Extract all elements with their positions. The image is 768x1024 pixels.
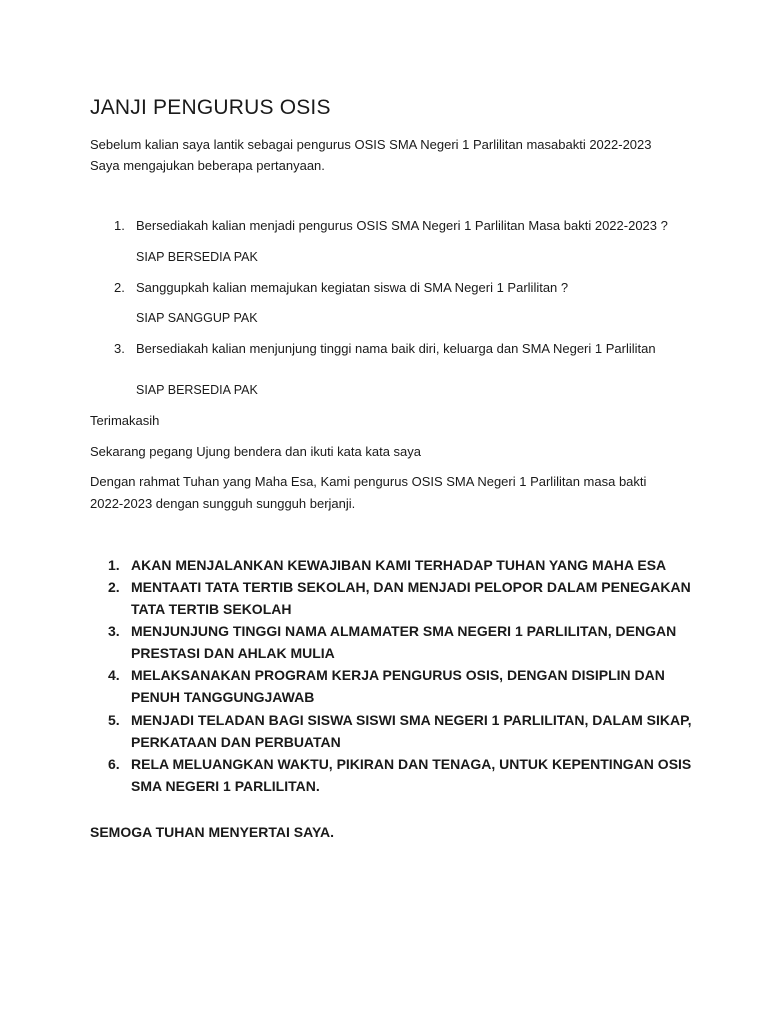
pledge-text: AKAN MENJALANKAN KEWAJIBAN KAMI TERHADAP TUHAN YANG MAHA ESA <box>131 557 667 573</box>
question-answer: SIAP SANGGUP PAK <box>136 311 258 325</box>
pledge-number: 1. <box>108 557 120 573</box>
question-number: 2. <box>114 280 125 295</box>
pledge-number: 3. <box>108 623 120 639</box>
question-text: Bersediakah kalian menjunjung tinggi nama baik diri, keluarga dan SMA Negeri 1 Parlilitan <box>136 341 656 356</box>
closing-text: SEMOGA TUHAN MENYERTAI SAYA. <box>90 824 334 840</box>
intro-line-2: Saya mengajukan beberapa pertanyaan. <box>90 158 325 173</box>
thanks-text: Terimakasih <box>90 413 160 428</box>
pledge-text: MENJADI TELADAN BAGI SISWA SISWI SMA NEGERI 1 PARLILITAN, DALAM SIKAP, PERKATAAN DAN PERBUATAN <box>131 712 692 750</box>
pledge-text: MENJUNJUNG TINGGI NAMA ALMAMATER SMA NEGERI 1 PARLILITAN, DENGAN PRESTASI DAN AHLAK MULIA <box>131 623 677 661</box>
pledge-number: 2. <box>108 579 120 595</box>
intro-line-1: Sebelum kalian saya lantik sebagai pengurus OSIS SMA Negeri 1 Parlilitan masabakti 2022-2023 <box>90 137 652 152</box>
page-title: JANJI PENGURUS OSIS <box>90 96 331 119</box>
oath-line-2: 2022-2023 dengan sungguh sungguh berjanji. <box>90 496 356 511</box>
pledge-number: 5. <box>108 712 120 728</box>
pledge-number: 4. <box>108 667 120 683</box>
instruction-text: Sekarang pegang Ujung bendera dan ikuti kata kata saya <box>90 444 422 459</box>
pledge-text: MELAKSANAKAN PROGRAM KERJA PENGURUS OSIS, DENGAN DISIPLIN DAN PENUH TANGGUNGJAWAB <box>131 667 665 705</box>
pledge-text: MENTAATI TATA TERTIB SEKOLAH, DAN MENJADI PELOPOR DALAM PENEGAKAN TATA TERTIB SEKOLAH <box>131 579 691 617</box>
pledge-text: RELA MELUANGKAN WAKTU, PIKIRAN DAN TENAGA, UNTUK KEPENTINGAN OSIS SMA NEGERI 1 PARLILITAN. <box>131 756 692 794</box>
question-answer: SIAP BERSEDIA PAK <box>136 250 258 264</box>
question-text: Bersediakah kalian menjadi pengurus OSIS SMA Negeri 1 Parlilitan Masa bakti 2022-2023 ? <box>136 218 668 233</box>
question-number: 3. <box>114 341 125 356</box>
question-number: 1. <box>114 218 125 233</box>
question-answer: SIAP BERSEDIA PAK <box>136 383 258 397</box>
pledge-number: 6. <box>108 756 120 772</box>
oath-line-1: Dengan rahmat Tuhan yang Maha Esa, Kami pengurus OSIS SMA Negeri 1 Parlilitan masa bakti <box>90 474 647 489</box>
question-text: Sanggupkah kalian memajukan kegiatan siswa di SMA Negeri 1 Parlilitan ? <box>136 280 569 295</box>
